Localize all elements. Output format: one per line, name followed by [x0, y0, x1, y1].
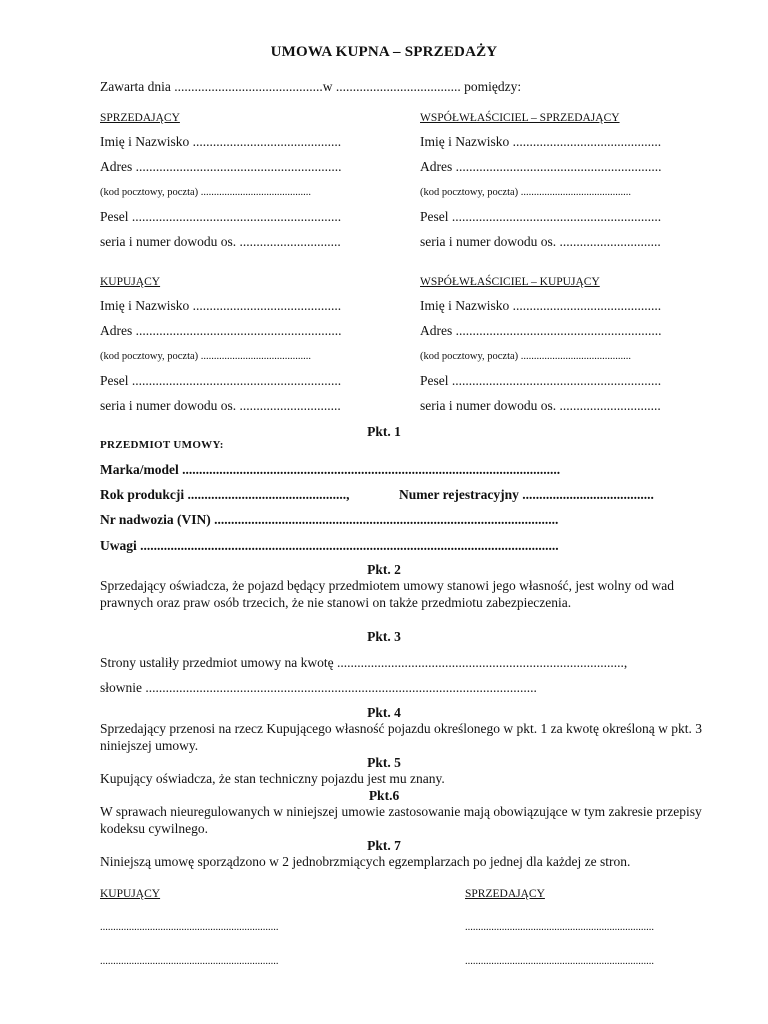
seller-header: SPRZEDAJĄCY — [100, 112, 180, 124]
signature-seller-label: SPRZEDAJĄCY — [465, 888, 545, 900]
seller-pesel-field: Pesel .............................................................. — [100, 209, 342, 224]
coowner-seller-id-field: seria i numer dowodu os. .............................. — [420, 234, 661, 249]
buyer-name-field: Imię i Nazwisko ............................................ — [100, 298, 342, 313]
section-7-label: Pkt. 7 — [367, 838, 401, 853]
coowner-seller-name-field: Imię i Nazwisko ............................................ — [420, 134, 662, 149]
seller-signature-line-2: ........................................................................ — [465, 956, 654, 967]
coowner-buyer-name-field: Imię i Nazwisko ............................................ — [420, 298, 662, 313]
buyer-postal-field: (kod pocztowy, poczta) .......................................... — [100, 351, 312, 362]
section-5-label: Pkt. 5 — [367, 755, 401, 770]
section-6-label: Pkt.6 — [368, 788, 400, 803]
vin-field: Nr nadwozia (VIN) ...................................................................................................... — [100, 512, 559, 527]
section-6-text: W sprawach nieuregulowanych w niniejszej umowie zastosowanie mają obowiązujące w tym zakresie przepisy kodeksu cywilnego. — [100, 804, 702, 836]
seller-signature-line: ........................................................................ — [465, 922, 654, 933]
buyer-pesel-field: Pesel .............................................................. — [100, 373, 342, 388]
coowner-buyer-id-field: seria i numer dowodu os. .............................. — [420, 398, 661, 413]
coowner-buyer-header: WSPÓŁWŁAŚCICIEL – KUPUJĄCY — [420, 276, 600, 288]
section-2-text: Sprzedający oświadcza, że pojazd będący przedmiotem umowy stanowi jego własność, jest wolny od wad prawnych oraz praw osób trzecich, że nie stanowi on także przedmiotu zabezpieczenia. — [100, 578, 674, 610]
section-4-text: Sprzedający przenosi na rzecz Kupującego własność pojazdu określonego w pkt. 1 za kwotę określoną w pkt. 3 niniejszej umowy. — [100, 721, 703, 753]
coowner-seller-postal-field: (kod pocztowy, poczta) .......................................... — [420, 187, 632, 198]
price-in-words-field: słownie .................................................................................................................... — [100, 680, 537, 695]
seller-id-field: seria i numer dowodu os. .............................. — [100, 234, 341, 249]
section-1-label: Pkt. 1 — [367, 424, 401, 439]
contract-date-place-line: Zawarta dnia ............................................w ..................................... pomiędzy: — [100, 79, 522, 94]
make-model-field: Marka/model ................................................................................................................ — [100, 462, 561, 477]
section-4-label: Pkt. 4 — [367, 705, 401, 720]
seller-address-field: Adres ............................................................. — [100, 159, 342, 174]
production-year-field: Rok produkcji ..............................................., — [100, 487, 350, 502]
coowner-seller-header: WSPÓŁWŁAŚCICIEL – SPRZEDAJĄCY — [420, 112, 620, 124]
document-title: UMOWA KUPNA – SPRZEDAŻY — [270, 44, 498, 60]
coowner-buyer-address-field: Adres ............................................................. — [420, 323, 662, 338]
buyer-signature-line: .................................................................... — [100, 922, 279, 933]
registration-number-field: Numer rejestracyjny ....................................... — [399, 487, 654, 502]
seller-name-field: Imię i Nazwisko ............................................ — [100, 134, 342, 149]
seller-postal-field: (kod pocztowy, poczta) .......................................... — [100, 187, 312, 198]
buyer-address-field: Adres ............................................................. — [100, 323, 342, 338]
section-3-label: Pkt. 3 — [367, 629, 401, 644]
buyer-header: KUPUJĄCY — [100, 276, 161, 288]
coowner-buyer-pesel-field: Pesel .............................................................. — [420, 373, 662, 388]
section-5-text: Kupujący oświadcza, że stan techniczny pojazdu jest mu znany. — [100, 771, 445, 786]
price-field: Strony ustaliły przedmiot umowy na kwotę ....................................................................................., — [100, 655, 628, 670]
section-7-text: Niniejszą umowę sporządzono w 2 jednobrzmiących egzemplarzach po jednej dla każdej ze stron. — [100, 854, 631, 869]
section-2-label: Pkt. 2 — [367, 562, 401, 577]
remarks-field: Uwagi ............................................................................................................................ — [100, 538, 559, 553]
coowner-buyer-postal-field: (kod pocztowy, poczta) .......................................... — [420, 351, 632, 362]
subject-header: PRZEDMIOT UMOWY: — [100, 439, 224, 451]
buyer-id-field: seria i numer dowodu os. .............................. — [100, 398, 341, 413]
coowner-seller-address-field: Adres ............................................................. — [420, 159, 662, 174]
coowner-seller-pesel-field: Pesel .............................................................. — [420, 209, 662, 224]
buyer-signature-line-2: .................................................................... — [100, 956, 279, 967]
signature-buyer-label: KUPUJĄCY — [100, 888, 161, 900]
